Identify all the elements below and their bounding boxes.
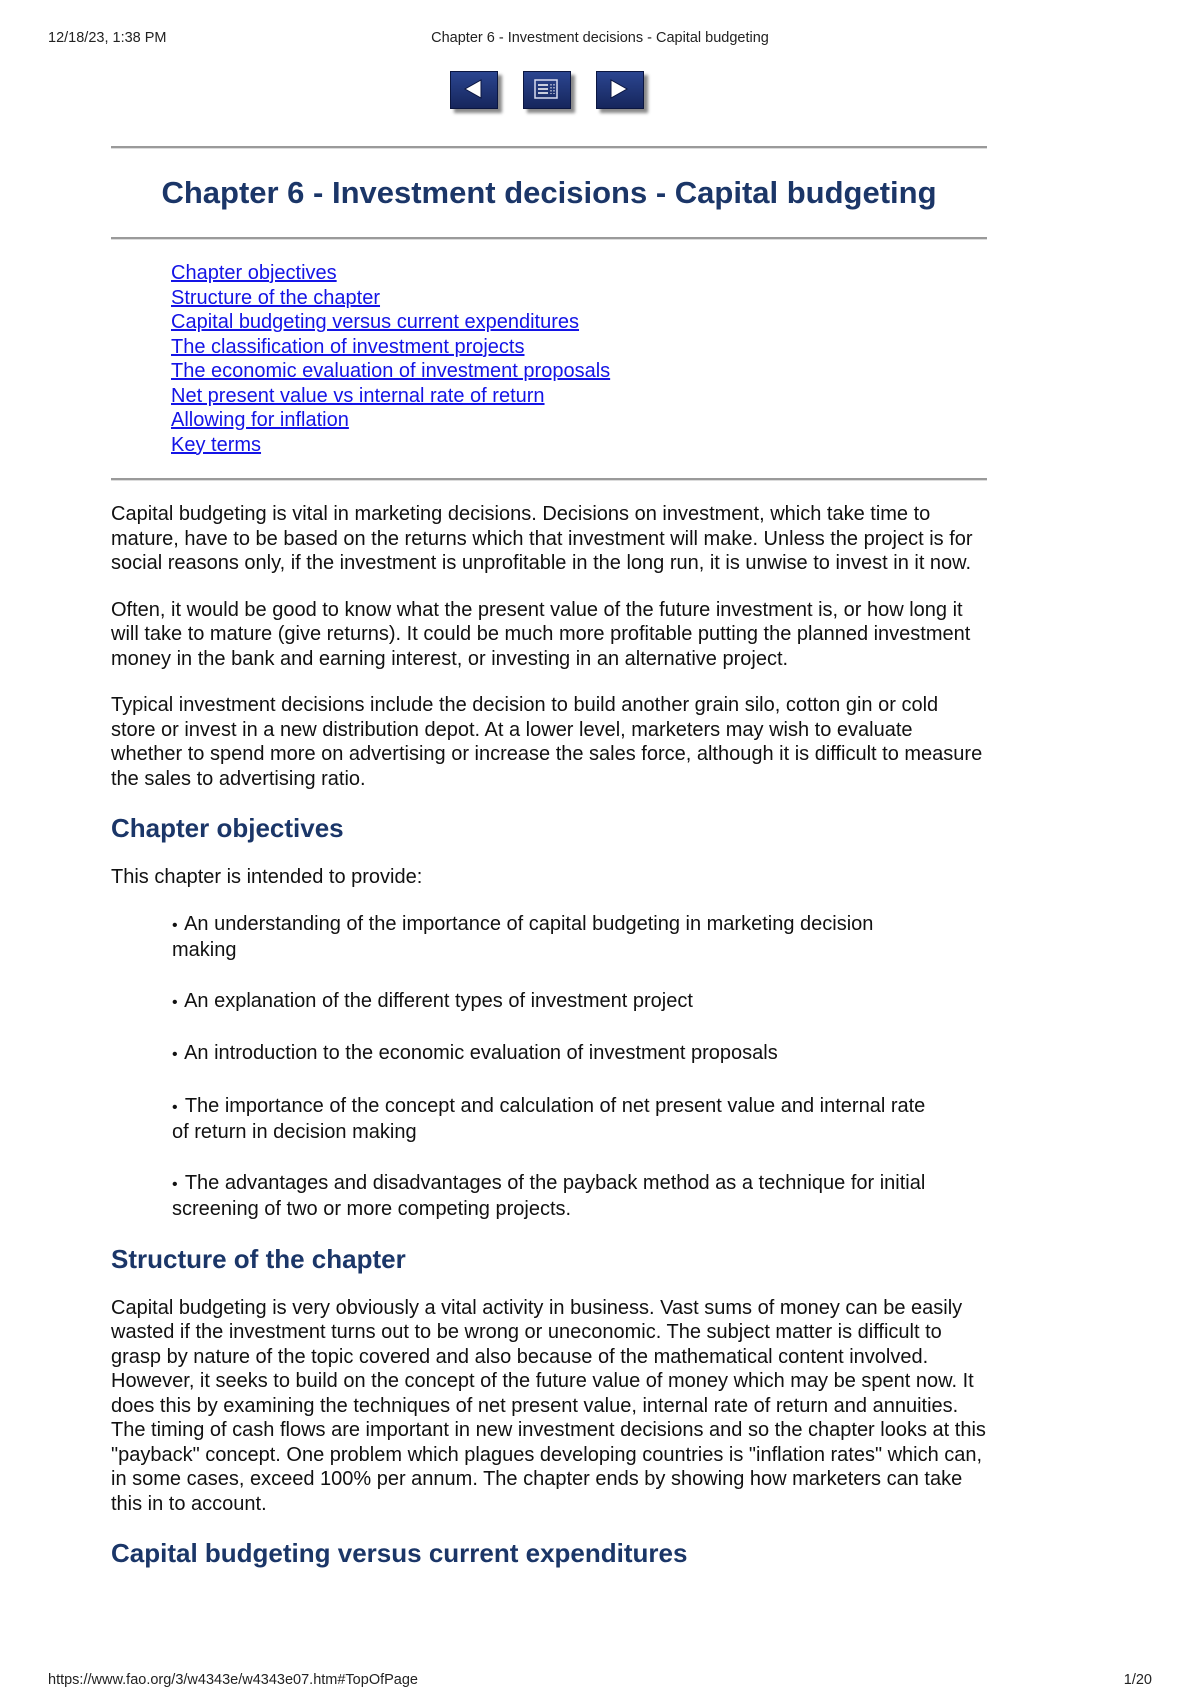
section-heading-capital-vs-current: Capital budgeting versus current expenditures [111, 1538, 688, 1568]
objective-text: An introduction to the economic evaluation of investment proposals [184, 1042, 778, 1064]
objective-text: An understanding of the importance of capital budgeting in marketing decision making [172, 912, 874, 961]
structure-paragraph: Capital budgeting is very obviously a vital activity in business. Vast sums of money can be easily wasted if the investment turns out to be wrong or uneconomic. The subject matter is difficult to grasp by nature of the topic covered and also because of the mathematical content involved. However, it seeks to build on the concept of the future value of money which may be spent now. It does this by examining the techniques of net present value, internal rate of return and annuities. The timing of cash flows are important in new investment decisions and so the chapter looks at this "payback" concept. One problem which plagues developing countries is "inflation rates" which can, in some cases, exceed 100% per annum. The chapter ends by showing how marketers can take this in to account. [111, 1296, 986, 1515]
toc-link-structure[interactable]: Structure of the chapter [171, 286, 381, 309]
section-heading-objectives: Chapter objectives [111, 813, 344, 843]
toc-link-npv-vs-irr[interactable]: Net present value vs internal rate of return [171, 384, 545, 407]
arrow-left-icon [462, 78, 484, 100]
toc-item [171, 384, 987, 409]
toc-item [171, 310, 987, 335]
table-of-contents [171, 261, 987, 457]
toc-item [171, 408, 987, 433]
print-datetime: 12/18/23, 1:38 PM [48, 30, 167, 46]
page-title: Chapter 6 - Investment decisions - Capital budgeting [161, 175, 937, 210]
objective-text: The advantages and disadvantages of the payback method as a technique for initial screening of two or more competing projects. [172, 1171, 926, 1220]
toc-item [171, 433, 987, 458]
objectives-lead: This chapter is intended to provide: [111, 866, 423, 888]
previous-button[interactable] [450, 71, 500, 111]
toc-link-economic-evaluation[interactable]: The economic evaluation of investment proposals [171, 360, 611, 382]
list-item [172, 989, 932, 1016]
toc-link-key-terms[interactable]: Key terms [171, 433, 262, 456]
toc-item [171, 261, 987, 286]
page-content [111, 146, 987, 1590]
list-icon [533, 78, 559, 100]
print-url: https://www.fao.org/3/w4343e/w4343e07.htm#TopOfPage [48, 1672, 418, 1688]
print-header [48, 30, 1152, 50]
toc-link-capital-vs-current[interactable]: Capital budgeting versus current expenditures [171, 311, 580, 333]
toc-item [171, 286, 987, 311]
bullet-icon: • [172, 916, 178, 934]
chapter-navigation [450, 71, 700, 119]
bullet-icon: • [172, 1046, 178, 1063]
bullet-icon: • [172, 1098, 178, 1116]
toc-link-chapter-objectives[interactable]: Chapter objectives [171, 262, 337, 284]
section-heading-structure: Structure of the chapter [111, 1243, 406, 1274]
divider [111, 237, 987, 240]
toc-link-inflation[interactable]: Allowing for inflation [171, 409, 349, 431]
list-item [172, 1041, 932, 1068]
list-item [172, 1094, 932, 1145]
objective-text: The importance of the concept and calculation of net present value and internal rate of return in decision making [172, 1094, 926, 1143]
toc-item [171, 359, 987, 384]
print-footer [48, 1672, 1152, 1692]
intro-paragraph: Typical investment decisions include the decision to build another grain silo, cotton gin or cold store or invest in a new distribution depot. At a lower level, marketers may wish to evaluate whether to spend more on advertising or increase the sales force, although it is difficult to measure the sales to advertising ratio. [111, 694, 983, 790]
list-item [172, 912, 932, 963]
arrow-right-icon [608, 78, 630, 100]
page-number: 1/20 [1123, 1672, 1152, 1688]
objectives-list [172, 912, 932, 1222]
toc-item [171, 335, 987, 360]
intro-paragraph: Capital budgeting is vital in marketing decisions. Decisions on investment, which take time to mature, have to be based on the returns which that investment will make. Unless the project is for social reasons only, if the investment is unprofitable in the long run, it is unwise to invest in it now. [111, 503, 973, 574]
intro-paragraph: Often, it would be good to know what the present value of the future investment is, or how long it will take to mature (give returns). It could be much more profitable putting the planned investment money in the bank and earning interest, or investing in an alternative project. [111, 598, 971, 670]
bullet-icon: • [172, 1175, 178, 1193]
bullet-icon: • [172, 993, 178, 1011]
next-button[interactable] [596, 71, 646, 111]
contents-button[interactable] [523, 71, 573, 111]
list-item [172, 1171, 932, 1222]
toc-link-classification[interactable]: The classification of investment projects [171, 335, 525, 358]
objective-text: An explanation of the different types of investment project [184, 989, 693, 1012]
divider [111, 478, 987, 481]
print-title: Chapter 6 - Investment decisions - Capital budgeting [431, 30, 769, 46]
divider [111, 146, 987, 149]
